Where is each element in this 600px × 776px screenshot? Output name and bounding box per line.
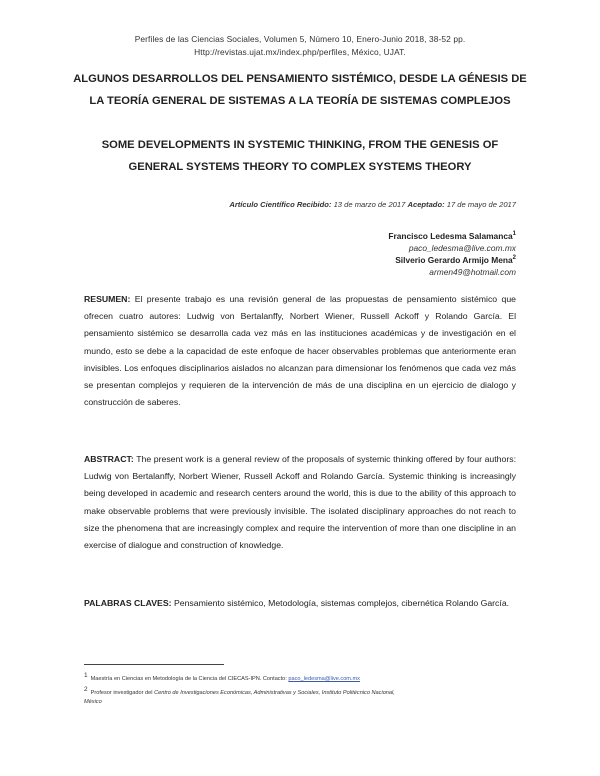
title-spanish	[60, 68, 540, 112]
footnote-divider	[84, 664, 224, 665]
footnote-1-text: Maestría en Ciencias en Metodología de la Ciencia del CIECAS-IPN. Contacto:	[90, 675, 287, 682]
received-label: Artículo Científico Recibido:	[229, 200, 332, 209]
footnote-2-number: 2	[84, 686, 88, 693]
title-spanish-line-1: ALGUNOS DESARROLLOS DEL PENSAMIENTO SISTÉMICO, DESDE LA GÉNESIS DE	[73, 73, 527, 85]
accepted-label: Aceptado:	[407, 200, 445, 209]
abstract-paragraph	[84, 451, 516, 554]
title-english-line-1: SOME DEVELOPMENTS IN SYSTEMIC THINKING, FROM THE GENESIS OF	[101, 139, 499, 151]
title-spanish-line-2: LA TEORÍA GENERAL DE SISTEMAS A LA TEORÍA DE SISTEMAS COMPLEJOS	[89, 95, 511, 107]
journal-header-line-1: Perfiles de las Ciencias Sociales, Volumen 5, Número 10, Enero-Junio 2018, 38-52 pp.	[134, 34, 466, 44]
footnote-2-prefix: Profesor investigador del	[90, 689, 153, 696]
author-1-email: paco_ledesma@live.com.mx	[408, 243, 516, 253]
footnote-1-email-link[interactable]: paco_ledesma@live.com.mx	[288, 675, 360, 682]
title-english	[60, 134, 540, 178]
abstract-text: The present work is a general review of the proposals of systemic thinking offered by four authors: Ludwig von Bertalanffy, Norbert Wiener, Russell Ackoff and Rolando García. Systemic thinking is increasingly being developed in academic and research centers around the world, this is due to the ability of this approach to make observable problems that were previously invisible. The isolated disciplinary approaches do not reach to size the phenomena that are increasingly complex and require the intervention of more than one discipline in an exercise of dialogue and construction of knowledge.	[84, 454, 516, 551]
resumen-label: RESUMEN:	[84, 294, 131, 304]
article-dates	[229, 200, 516, 209]
footnote-1-number: 1	[84, 672, 88, 679]
resumen-text: El presente trabajo es una revisión general de las propuestas de pensamiento sistémico que ofrecen cuatro autores: Ludwig von Bertalanffy, Norbert Wiener, Russell Ackoff y Rolando García. El pensamiento sistémico se desarrolla cada vez más en las instituciones académicas y de investigación en el mundo, esto se debe a la capacidad de este enfoque de hacer observables problemas que anteriormente eran invisibles. Los enfoques disciplinarios aislados no alcanzan para dimensionar los fenómenos que cada vez más se presentan complejos y requieren de la intervención de más de una disciplina en un ejercicio de dialogo y construcción de saberes.	[84, 294, 517, 408]
title-english-line-2: GENERAL SYSTEMS THEORY TO COMPLEX SYSTEMS THEORY	[128, 161, 472, 173]
footnote-1	[84, 671, 524, 684]
resumen-paragraph	[84, 291, 516, 411]
footnote-2-country: México	[84, 698, 102, 705]
keywords-text: Pensamiento sistémico, Metodología, sistemas complejos, cibernética Rolando García.	[173, 598, 510, 608]
keywords-paragraph	[84, 595, 516, 612]
footnote-2-institution: Centro de Investigaciones Económicas, Administrativas y Sociales, Instituto Politécnico Nacional,	[154, 689, 395, 696]
author-2-email: armen49@hotmail.com	[429, 267, 516, 277]
accepted-date: 17 de mayo de 2017	[446, 200, 516, 209]
author-2-footnote-marker: 2	[512, 255, 516, 262]
received-date: 13 de marzo de 2017	[333, 200, 406, 209]
abstract-label: ABSTRACT:	[84, 454, 134, 464]
author-2-name: Silverio Gerardo Armijo Mena$^2$	[395, 255, 516, 265]
journal-header-line-2: Http://revistas.ujat.mx/index.php/perfiles, México, UJAT.	[194, 47, 406, 57]
keywords-label: PALABRAS CLAVES:	[84, 598, 172, 608]
author-1-name: Francisco Ledesma Salamanca$^1$	[388, 231, 516, 241]
footnote-2	[84, 685, 524, 707]
author-1-footnote-marker: 1	[512, 231, 516, 238]
